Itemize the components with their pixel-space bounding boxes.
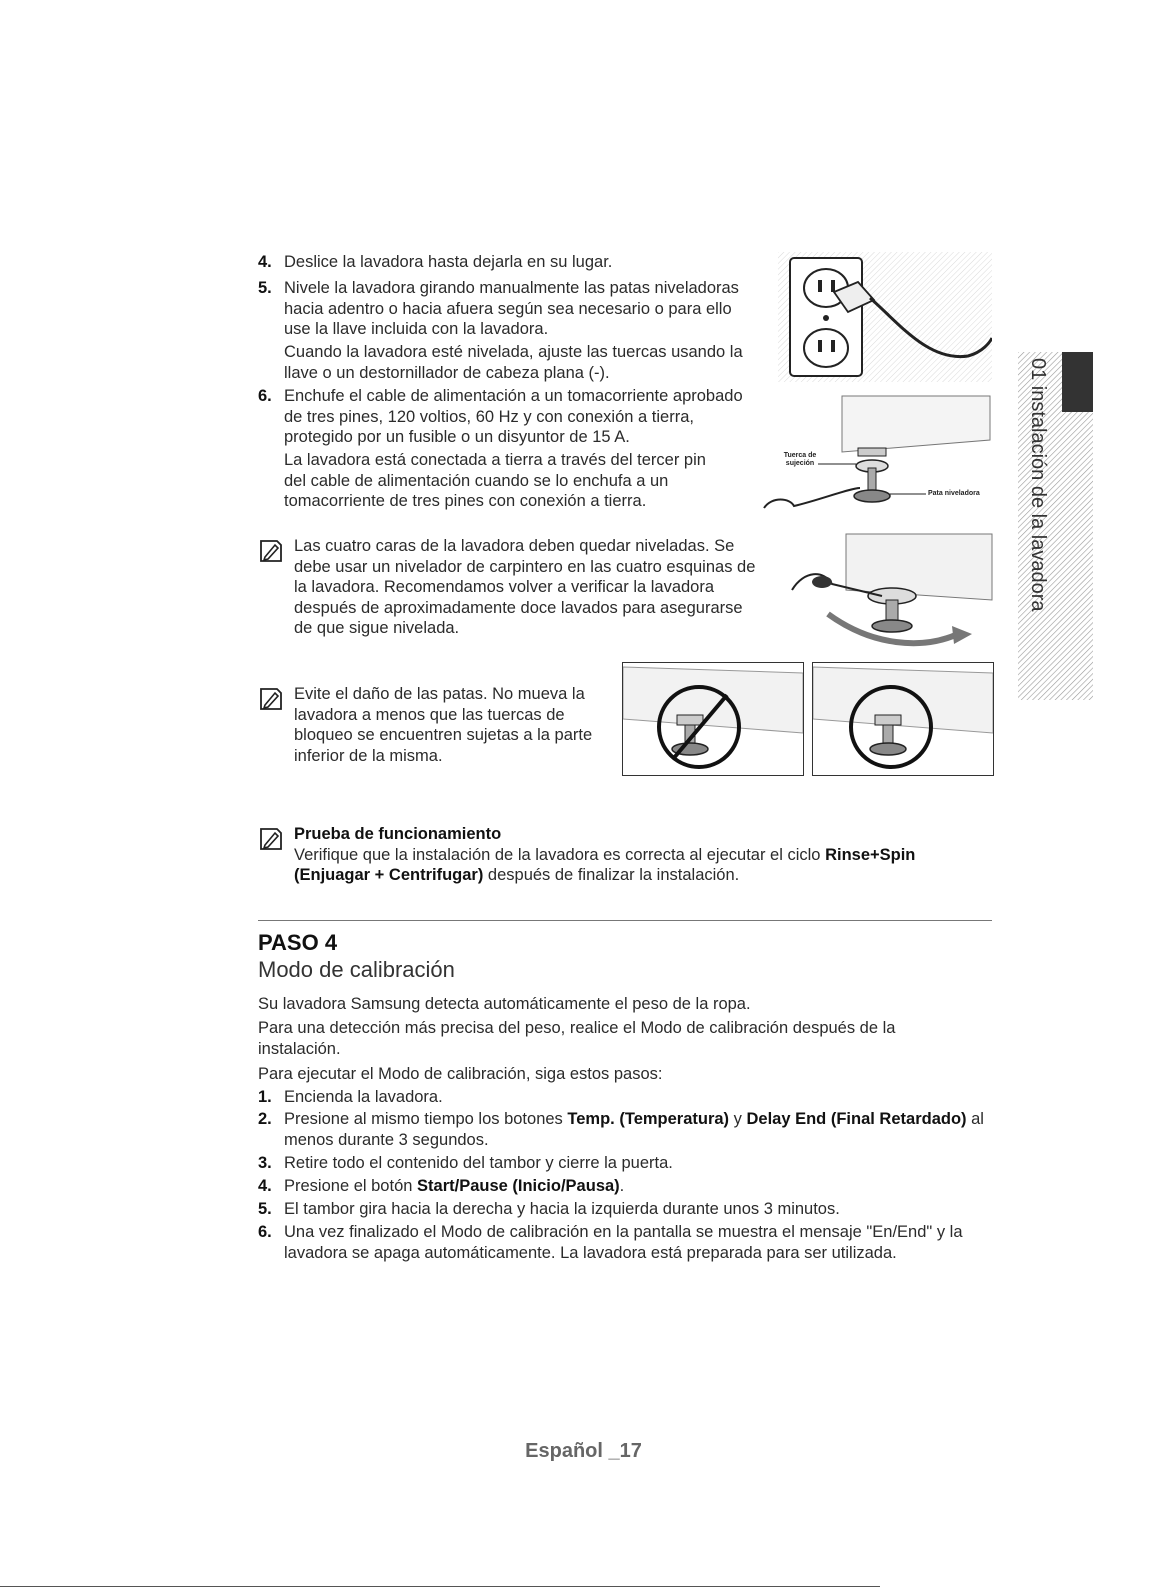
section-subheading: Modo de calibración — [258, 957, 455, 982]
outlet-illustration — [778, 252, 992, 382]
wrong-way-illustration — [623, 663, 803, 775]
calibration-step — [258, 1222, 988, 1264]
section-divider — [258, 920, 992, 921]
step-6 — [258, 386, 758, 448]
side-tab-label: 01 instalación de la lavadora — [1027, 358, 1049, 612]
note-test-title: Prueba de funcionamiento — [294, 825, 502, 843]
step-4 — [258, 252, 758, 273]
paragraph-intro: Su lavadora Samsung detecta automáticamente el peso de la ropa. — [258, 995, 751, 1013]
calibration-step — [258, 1199, 988, 1220]
note-icon — [258, 538, 284, 564]
step-number: 2. — [258, 1110, 272, 1128]
step-text: Cuando la lavadora esté nivelada, ajuste las tuercas usando la llave o un destornillador de cabeza plana (-). — [284, 343, 743, 382]
step-text: Presione al mismo tiempo los botones Temp. (Temperatura) y Delay End (Final Retardado) al menos durante 3 segundos. — [284, 1110, 984, 1149]
outlet-figure — [778, 252, 992, 382]
step-number: 4. — [258, 253, 272, 271]
step-number: 6. — [258, 387, 272, 405]
step-text: Retire todo el contenido del tambor y cierre la puerta. — [284, 1154, 673, 1172]
note-text: Las cuatro caras de la lavadora deben quedar niveladas. Se debe usar un nivelador de carpintero en las cuatro esquinas de la lavadora. Recomendamos volver a verificar la lavadora después de aproximadamente doce lavados para asegurarse de que sigue nivelada. — [294, 537, 756, 637]
note-icon — [258, 686, 284, 712]
calibration-step — [258, 1153, 988, 1174]
step-number: 4. — [258, 1177, 272, 1195]
bottom-rule — [0, 1586, 880, 1587]
leg-figure — [760, 392, 994, 522]
step-number: 5. — [258, 279, 272, 297]
right-way-figure — [812, 662, 994, 776]
page-footer: Español _17 — [525, 1440, 642, 1462]
note-test — [258, 824, 978, 886]
calibration-step — [258, 1087, 988, 1108]
note-damage — [258, 684, 603, 766]
lock-nut-label: Tuerca de sujeción — [783, 452, 817, 467]
step-number: 6. — [258, 1223, 272, 1241]
note-test-text: Verifique que la instalación de la lavadora es correcta al ejecutar el ciclo Rinse+Spin (Enjuagar + Centrifugar) después de finalizar la instalación. — [294, 845, 916, 884]
step-5 — [258, 278, 758, 340]
step-number: 3. — [258, 1154, 272, 1172]
section-heading: PASO 4 — [258, 930, 338, 955]
step-text: Nivele la lavadora girando manualmente las patas niveladoras hacia adentro o hacia afuera según sea necesario o para ello use la llave incluida con la lavadora. — [284, 279, 739, 338]
note-leveling — [258, 536, 758, 639]
step-text: Enchufe el cable de alimentación a un tomacorriente aprobado de tres pines, 120 voltios, 60 Hz y con conexión a tierra, protegido por un fusible o un disyuntor de 15 A. — [284, 387, 743, 446]
step-text: Deslice la lavadora hasta dejarla en su lugar. — [284, 253, 613, 271]
calibration-step — [258, 1109, 988, 1151]
paragraph-precision: Para una detección más precisa del peso, realice el Modo de calibración después de la instalación. — [258, 1019, 896, 1058]
paragraph-steps-intro: Para ejecutar el Modo de calibración, siga estos pasos: — [258, 1065, 663, 1083]
step-6-continued — [258, 450, 728, 512]
note-icon — [258, 826, 284, 852]
calibration-step — [258, 1176, 988, 1197]
adjust-figure — [772, 530, 994, 650]
step-text: Encienda la lavadora. — [284, 1088, 443, 1106]
step-number: 1. — [258, 1088, 272, 1106]
note-text: Evite el daño de las patas. No mueva la lavadora a menos que las tuercas de bloqueo se encuentren sujetas a la parte inferior de la misma. — [294, 685, 593, 765]
wrong-way-figure — [622, 662, 804, 776]
step-number: 5. — [258, 1200, 272, 1218]
adjust-illustration — [772, 530, 994, 650]
leveling-leg-label: Pata niveladora — [928, 490, 980, 497]
step-5-continued — [258, 342, 758, 383]
step-text: La lavadora está conectada a tierra a través del tercer pin del cable de alimentación cuando se lo enchufa a un tomacorriente de tres pines con conexión a tierra. — [284, 451, 706, 510]
right-way-illustration — [813, 663, 993, 775]
step-text: Presione el botón Start/Pause (Inicio/Pausa). — [284, 1177, 625, 1195]
step-text: Una vez finalizado el Modo de calibración en la pantalla se muestra el mensaje "En/End" y la lavadora se apaga automáticamente. La lavadora está preparada para ser utilizada. — [284, 1223, 963, 1262]
step-text: El tambor gira hacia la derecha y hacia la izquierda durante unos 3 minutos. — [284, 1200, 840, 1218]
side-tab — [1018, 352, 1093, 700]
